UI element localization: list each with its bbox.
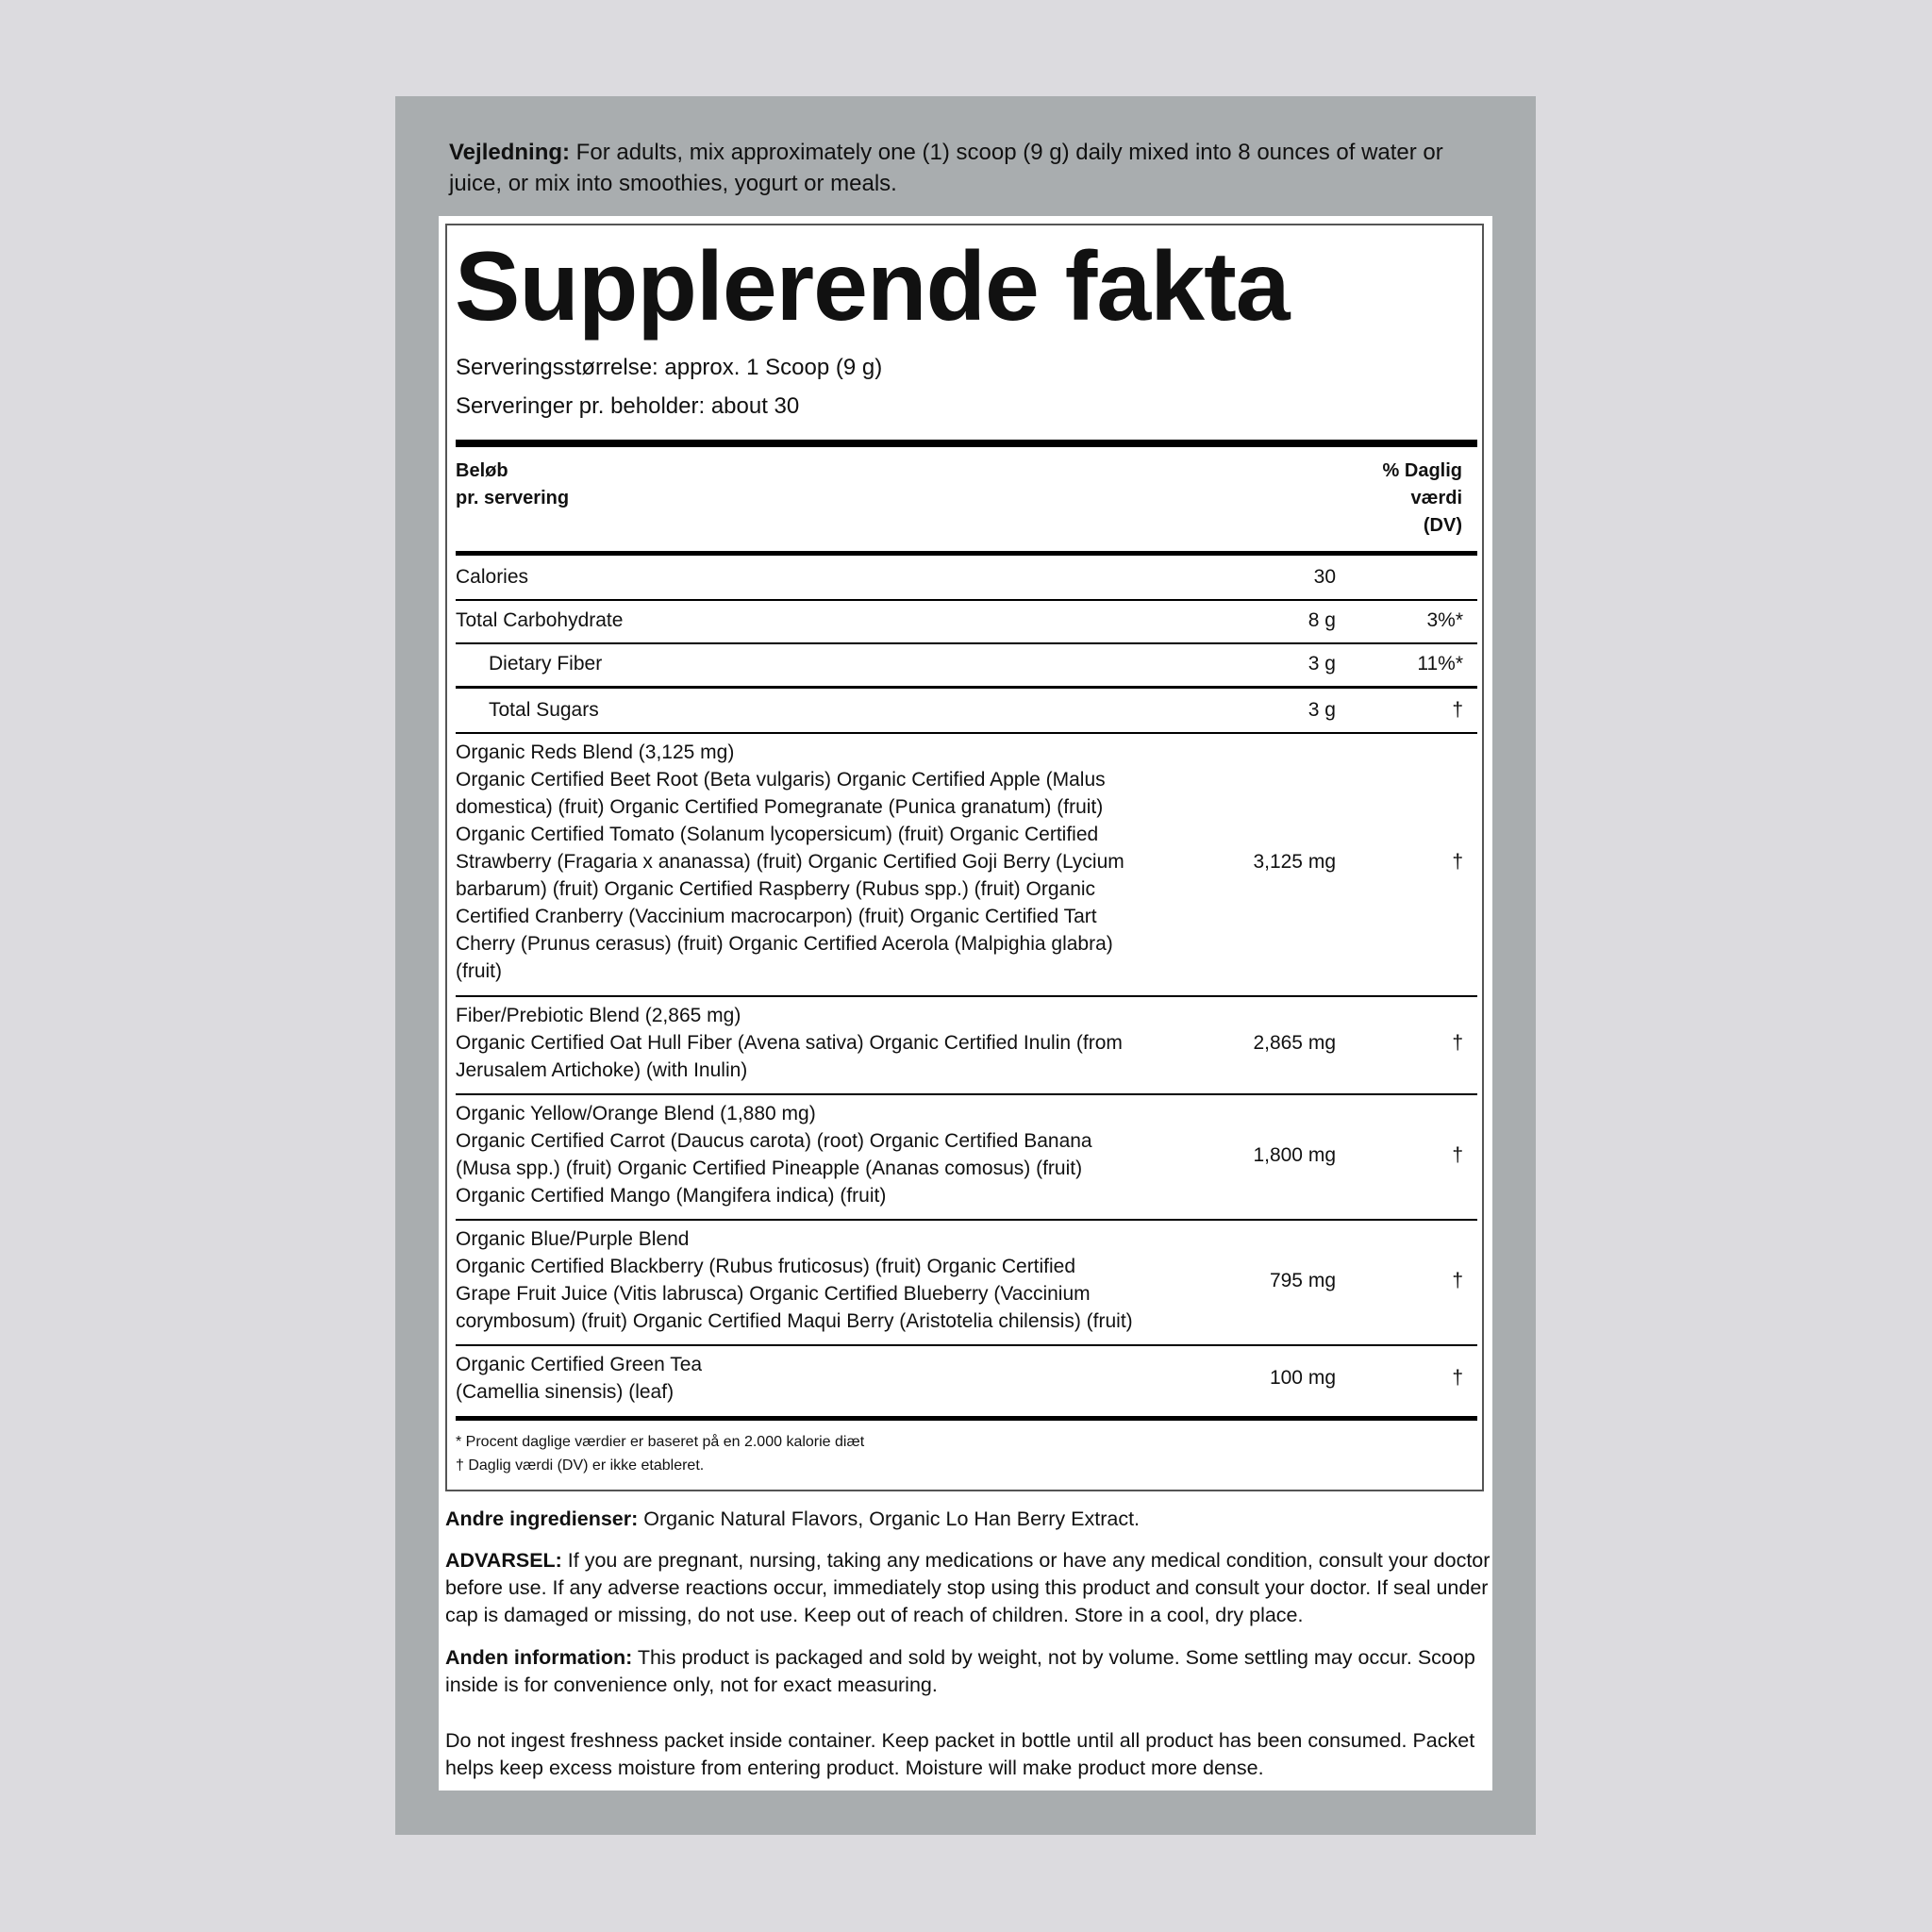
nutrient-amount: 795 mg xyxy=(1269,1270,1336,1291)
warning-label: ADVARSEL: xyxy=(445,1549,562,1572)
other-ingredients-text: Organic Natural Flavors, Organic Lo Han Berry Extract. xyxy=(638,1507,1141,1530)
blend-title: Organic Reds Blend (3,125 mg) xyxy=(456,741,735,763)
nutrient-amount: 3,125 mg xyxy=(1253,851,1336,873)
nutrient-dv: † xyxy=(1452,1367,1463,1389)
blend-title: Organic Certified Green Tea xyxy=(456,1354,703,1375)
nutrient-amount: 30 xyxy=(1313,566,1336,588)
nutrient-amount: 1,800 mg xyxy=(1253,1144,1336,1166)
blend-ingredients: (Camellia sinensis) (leaf) xyxy=(456,1381,675,1403)
directions-body: For adults, mix approximately one (1) scoop (9 g) daily mixed into 8 ounces of water or juice, or mix into smoothies, yogurt or meals. xyxy=(449,140,1443,196)
blend-title: Organic Yellow/Orange Blend (1,880 mg) xyxy=(456,1103,816,1124)
row-divider xyxy=(456,1093,1477,1095)
nutrient-amount: 8 g xyxy=(1307,609,1336,631)
nutrient-name: Total Sugars xyxy=(489,699,599,721)
nutrient-name xyxy=(456,1100,1135,1209)
nutrient-name xyxy=(456,1351,1135,1406)
nutrient-amount: 3 g xyxy=(1307,699,1336,721)
warning-text xyxy=(445,1547,1492,1629)
nutrient-amount: 2,865 mg xyxy=(1253,1032,1336,1054)
amount-header-line2: pr. servering xyxy=(456,488,570,508)
amount-header-line1: Beløb xyxy=(456,460,508,481)
other-ingredients-label: Andre ingredienser: xyxy=(445,1507,639,1530)
nutrient-dv: † xyxy=(1452,1144,1463,1166)
other-information-label: Anden information: xyxy=(445,1646,633,1669)
row-divider xyxy=(456,995,1477,997)
nutrient-name: Calories xyxy=(456,566,529,588)
dv-header xyxy=(1383,458,1462,540)
row-divider xyxy=(456,1219,1477,1221)
other-ingredients xyxy=(445,1506,1492,1533)
nutrient-amount: 100 mg xyxy=(1269,1367,1336,1389)
dv-header-line1: % Daglig xyxy=(1382,460,1462,481)
warning-body: If you are pregnant, nursing, taking any medications or have any medical condition, consult your doctor before use. If any adverse reactions occur, immediately stop using this product and consult your doctor. If seal under cap is damaged or missing, do not use. Keep out of reach of children. Store in a cool, dry place. xyxy=(445,1549,1491,1626)
blend-title: Fiber/Prebiotic Blend (2,865 mg) xyxy=(456,1005,741,1026)
divider-thick xyxy=(456,440,1477,447)
nutrient-name xyxy=(456,1225,1135,1335)
servings-per-container: Serveringer pr. beholder: about 30 xyxy=(456,393,800,419)
blend-ingredients: Organic Certified Carrot (Daucus carota) (root) Organic Certified Banana (Musa spp.) (fruit) Organic Certified Pineapple (Ananas comosus) (fruit) Organic Certified Mango (Mangifera indica) (fruit) xyxy=(456,1130,1092,1207)
divider-header xyxy=(456,551,1477,556)
other-information-body: This product is packaged and sold by weight, not by volume. Some settling may occur. Scoop inside is for convenience only, not for exact measuring. xyxy=(445,1646,1475,1696)
blend-ingredients: Organic Certified Oat Hull Fiber (Avena sativa) Organic Certified Inulin (from Jerusalem Artichoke) (with Inulin) xyxy=(456,1032,1123,1081)
blend-title: Organic Blue/Purple Blend xyxy=(456,1228,690,1250)
row-divider xyxy=(456,1344,1477,1346)
row-divider xyxy=(456,642,1477,644)
directions-label: Vejledning: xyxy=(449,140,571,165)
nutrient-amount: 3 g xyxy=(1307,653,1336,675)
nutrient-dv: † xyxy=(1452,1270,1463,1291)
row-divider xyxy=(456,732,1477,734)
footnote-dagger: † Daglig værdi (DV) er ikke etableret. xyxy=(456,1457,705,1474)
dv-header-line2: værdi xyxy=(1410,488,1462,508)
row-divider xyxy=(456,599,1477,601)
amount-header xyxy=(456,458,569,512)
nutrient-dv: † xyxy=(1452,851,1463,873)
blend-ingredients: Organic Certified Beet Root (Beta vulgaris) Organic Certified Apple (Malus domestica) (fruit) Organic Certified Pomegranate (Punica granatum) (fruit) Organic Certified Tomato (Solanum lycopersicum) (fruit) Organic Certified Strawberry (Fragaria x ananassa) (fruit) Organic Certified Goji Berry (Lycium barbarum) (fruit) Organic Certified Raspberry (Rubus spp.) (fruit) Organic Certified Cranberry (Vaccinium macrocarpon) (fruit) Organic Certified Tart Cherry (Prunus cerasus) (fruit) Organic Certified Acerola (Malpighia glabra) (fruit) xyxy=(456,769,1124,982)
nutrient-dv: † xyxy=(1452,1032,1463,1054)
dv-header-line3: (DV) xyxy=(1423,515,1462,536)
row-divider xyxy=(456,686,1477,689)
divider-bottom xyxy=(456,1416,1477,1421)
serving-size: Serveringsstørrelse: approx. 1 Scoop (9 g) xyxy=(456,355,883,380)
nutrient-name xyxy=(456,1002,1135,1084)
other-information xyxy=(445,1644,1492,1699)
nutrient-dv: † xyxy=(1452,699,1463,721)
supplement-facts-box xyxy=(445,224,1484,1491)
nutrient-dv: 3%* xyxy=(1426,609,1463,631)
directions-text xyxy=(449,137,1496,199)
footnote-daily-values: * Procent daglige værdier er baseret på en 2.000 kalorie diæt xyxy=(456,1434,865,1450)
freshness-note: Do not ingest freshness packet inside container. Keep packet in bottle until all product has been consumed. Packet helps keep excess moisture from entering product. Moisture will make product more dense. xyxy=(445,1729,1475,1779)
nutrient-name: Total Carbohydrate xyxy=(456,609,624,631)
nutrient-name: Dietary Fiber xyxy=(489,653,603,675)
facts-title: Supplerende fakta xyxy=(455,232,1290,341)
nutrient-name xyxy=(456,739,1135,985)
nutrient-dv: 11%* xyxy=(1417,653,1463,675)
blend-ingredients: Organic Certified Blackberry (Rubus fruticosus) (fruit) Organic Certified Grape Fruit Juice (Vitis labrusca) Organic Certified Blueberry (Vaccinium corymbosum) (fruit) Organic Certified Maqui Berry (Aristotelia chilensis) (fruit) xyxy=(456,1256,1133,1332)
